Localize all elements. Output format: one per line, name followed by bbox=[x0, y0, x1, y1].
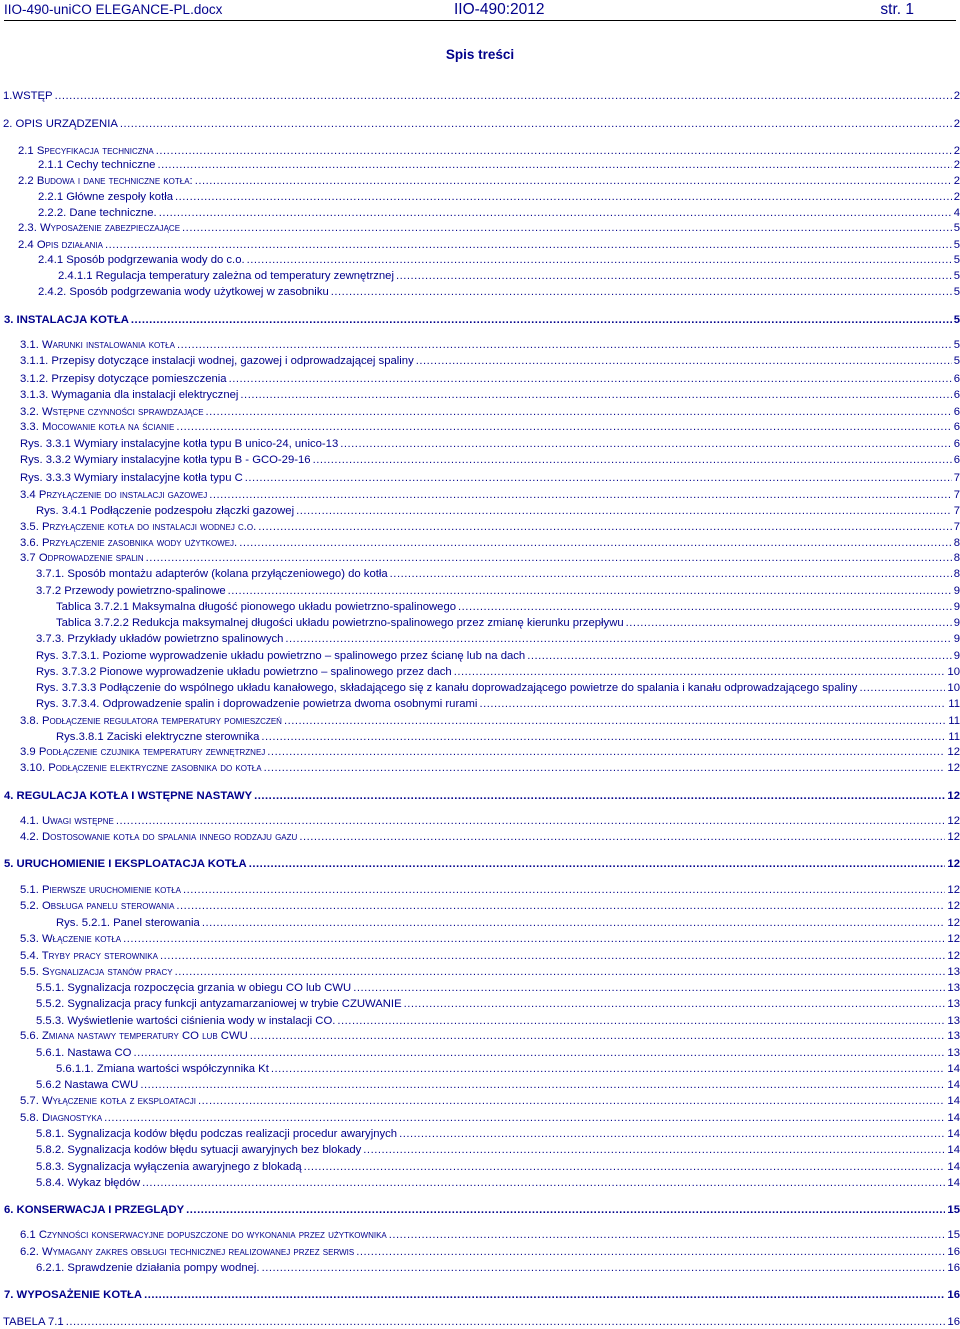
toc-entry-2-2-1-g-wne-zespo-y-kot-a[interactable] bbox=[38, 190, 960, 204]
toc-entry-label: 5.6.1.1. Zmiana wartości współczynnika Kt bbox=[56, 1063, 269, 1075]
toc-entry-page-number: 14 bbox=[947, 1128, 960, 1140]
toc-dot-leader bbox=[209, 488, 951, 502]
toc-entry-2-2-2-dane-techniczne[interactable] bbox=[38, 206, 960, 220]
toc-entry-5-8-4-wykaz-b-d-w[interactable] bbox=[36, 1176, 960, 1190]
toc-entry-page-number: 5 bbox=[953, 270, 960, 282]
toc-entry-page-number: 12 bbox=[947, 831, 960, 843]
toc-entry-label: 1.WSTĘP bbox=[3, 90, 53, 102]
toc-entry-label: Rys. 3.7.3.2 Pionowe wyprowadzenie układu powietrzno – spalinowego przez dach bbox=[36, 666, 452, 678]
toc-dot-leader bbox=[249, 857, 946, 871]
toc-entry-2-1-1-cechy-techniczne[interactable] bbox=[38, 158, 960, 172]
toc-entry-label: 2.4 Opis działania bbox=[18, 239, 104, 251]
toc-entry-label: 2.4.1 Sposób podgrzewania wody do c.o. bbox=[38, 254, 245, 266]
toc-entry-page-number: 8 bbox=[953, 568, 960, 580]
toc-entry-label: 3.1.2. Przepisy dotyczące pomieszczenia bbox=[20, 373, 227, 385]
toc-entry-page-number: 2 bbox=[953, 145, 960, 157]
toc-entry-page-number: 13 bbox=[947, 1030, 960, 1042]
toc-dot-leader bbox=[156, 144, 952, 158]
toc-dot-leader bbox=[176, 420, 951, 434]
toc-entry-label: 5.8.1. Sygnalizacja kodów błędu podczas realizacji procedur awaryjnych bbox=[36, 1128, 398, 1140]
toc-dot-leader bbox=[240, 388, 951, 402]
toc-entry-2-4-opis-dzia-ania[interactable] bbox=[18, 238, 960, 252]
toc-entry-page-number: 9 bbox=[953, 633, 960, 645]
toc-entry-label: 5.5.2. Sygnalizacja pracy funkcji antyzamarzaniowej w trybie CZUWANIE bbox=[36, 998, 402, 1010]
toc-entry-label: 2.1 Specyfikacja techniczna bbox=[18, 145, 154, 157]
toc-entry-5-8-2-sygnalizacja-kod-w-b-du-sytuacji-a[interactable] bbox=[36, 1143, 960, 1157]
toc-entry-page-number: 4 bbox=[953, 207, 960, 219]
toc-dot-leader bbox=[228, 584, 952, 598]
toc-dot-leader bbox=[123, 932, 945, 946]
toc-dot-leader bbox=[250, 1029, 946, 1043]
toc-entry-5-8-1-sygnalizacja-kod-w-b-du-podczas-re[interactable] bbox=[36, 1127, 960, 1141]
toc-entry-2-4-1-spos-b-podgrzewania-wody-do-c-o[interactable] bbox=[38, 253, 960, 267]
toc-entry-page-number: 6 bbox=[953, 438, 960, 450]
toc-entry-page-number: 13 bbox=[947, 982, 960, 994]
toc-entry-label: 5.3. Włączenie kotła bbox=[20, 933, 122, 945]
toc-entry-label: 3.10. Podłączenie elektryczne zasobnika do kotła bbox=[20, 762, 262, 774]
toc-entry-4-1-uwagi-wst-pne[interactable] bbox=[20, 814, 960, 828]
toc-entry-page-number: 12 bbox=[947, 858, 960, 870]
toc-entry-label: 2. OPIS URZĄDZENIA bbox=[3, 118, 118, 130]
toc-entry-4-regulacja-kot-a-i-wst-pne-nastawy[interactable] bbox=[4, 789, 960, 803]
toc-entry-label: 3.6. Przyłączenie zasobnika wody użytkowej. bbox=[20, 537, 238, 549]
toc-dot-leader bbox=[247, 253, 952, 267]
toc-title: Spis treści bbox=[445, 47, 515, 62]
toc-entry-page-number: 12 bbox=[947, 917, 960, 929]
toc-entry-page-number: 14 bbox=[947, 1161, 960, 1173]
toc-entry-3-7-3-przyk-ady-uk-ad-w-powietrzno-spali[interactable] bbox=[36, 632, 960, 646]
toc-entry-page-number: 16 bbox=[947, 1316, 960, 1328]
toc-entry-label: Rys. 3.3.3 Wymiary instalacyjne kotła typu C bbox=[20, 472, 243, 484]
toc-entry-3-2-wst-pne-czynno-ci-sprawdzaj-ce[interactable] bbox=[20, 405, 960, 419]
toc-dot-leader bbox=[116, 814, 946, 828]
toc-entry-3-instalacja-kot-a[interactable] bbox=[4, 313, 960, 327]
toc-entry-rys-3-3-2-wymiary-instalacyjne-kot-a-typ[interactable] bbox=[20, 453, 960, 467]
toc-entry-rys-3-7-3-1-poziome-wyprowadzenie-uk-adu[interactable] bbox=[36, 649, 960, 663]
toc-entry-page-number: 7 bbox=[953, 489, 960, 501]
toc-entry-label: 3.7 Odprowadzenie spalin bbox=[20, 552, 144, 564]
toc-entry-page-number: 2 bbox=[953, 90, 960, 102]
toc-entry-label: 7. WYPOSAŻENIE KOTŁA bbox=[4, 1289, 143, 1301]
toc-dot-leader bbox=[175, 965, 946, 979]
toc-dot-leader bbox=[229, 372, 952, 386]
toc-entry-label: 5.8.4. Wykaz błędów bbox=[36, 1177, 141, 1189]
toc-entry-label: 5.5. Sygnalizacja stanów pracy bbox=[20, 966, 173, 978]
toc-entry-label: TABELA 7.1 bbox=[3, 1316, 64, 1328]
toc-entry-3-6-przy-czenie-zasobnika-wody-u-ytkowej[interactable] bbox=[20, 536, 960, 550]
toc-entry-2-4-2-spos-b-podgrzewania-wody-u-ytkowej[interactable] bbox=[38, 285, 960, 299]
toc-entry-label: 5.6.1. Nastawa CO bbox=[36, 1047, 132, 1059]
toc-dot-leader bbox=[157, 158, 951, 172]
toc-entry-label: Tablica 3.7.2.1 Maksymalna długość pionowego układu powietrzno-spalinowego bbox=[56, 601, 457, 613]
header-page-label: str. 1 bbox=[880, 1, 914, 18]
toc-dot-leader bbox=[140, 1078, 945, 1092]
toc-entry-page-number: 12 bbox=[947, 900, 960, 912]
toc-entry-page-number: 14 bbox=[947, 1079, 960, 1091]
toc-entry-label: Rys. 5.2.1. Panel sterowania bbox=[56, 917, 200, 929]
toc-dot-leader bbox=[55, 89, 952, 103]
toc-entry-label: 4.1. Uwagi wstępne bbox=[20, 815, 114, 827]
toc-dot-leader bbox=[182, 221, 952, 235]
toc-entry-label: 6.2. Wymagany zakres obsługi technicznej realizowanej przez serwis bbox=[20, 1246, 355, 1258]
toc-entry-rys-5-2-1-panel-sterowania[interactable] bbox=[56, 916, 960, 930]
toc-entry-label: 3.3. Mocowanie kotła na ścianie bbox=[20, 421, 175, 433]
toc-entry-page-number: 5 bbox=[953, 239, 960, 251]
toc-entry-6-konserwacja-i-przegl-dy[interactable] bbox=[4, 1203, 960, 1217]
toc-entry-3-1-2-przepisy-dotycz-ce-pomieszczenia[interactable] bbox=[20, 372, 960, 386]
toc-entry-page-number: 14 bbox=[947, 1144, 960, 1156]
toc-entry-3-5-przy-czenie-kot-a-do-instalacji-wodn[interactable] bbox=[20, 520, 960, 534]
toc-entry-5-6-1-nastawa-co[interactable] bbox=[36, 1046, 960, 1060]
toc-entry-6-2-1-sprawdzenie-dzia-ania-pompy-wodnej[interactable] bbox=[36, 1261, 960, 1275]
toc-dot-leader bbox=[206, 405, 952, 419]
toc-entry-5-5-1-sygnalizacja-rozpocz-cia-grzania-w[interactable] bbox=[36, 981, 960, 995]
toc-entry-label: 3.9 Podłączenie czujnika temperatury zewnętrznej bbox=[20, 746, 266, 758]
toc-entry-page-number: 16 bbox=[947, 1246, 960, 1258]
toc-entry-rys-3-7-3-4-odprowadzenie-spalin-i-dopro[interactable] bbox=[36, 697, 960, 711]
toc-entry-5-5-2-sygnalizacja-pracy-funkcji-antyzam[interactable] bbox=[36, 997, 960, 1011]
toc-entry-rys-3-3-3-wymiary-instalacyjne-kot-a-typ[interactable] bbox=[20, 471, 960, 485]
toc-entry-page-number: 9 bbox=[953, 617, 960, 629]
toc-entry-page-number: 7 bbox=[953, 472, 960, 484]
toc-entry-5-6-2-nastawa-cwu[interactable] bbox=[36, 1078, 960, 1092]
toc-entry-rys-3-3-1-wymiary-instalacyjne-kot-a-typ[interactable] bbox=[20, 437, 960, 451]
toc-entry-page-number: 6 bbox=[953, 389, 960, 401]
toc-entry-rys-3-7-3-2-pionowe-wyprowadzenie-uk-adu[interactable] bbox=[36, 665, 960, 679]
toc-dot-leader bbox=[389, 1228, 946, 1242]
toc-dot-leader bbox=[527, 649, 952, 663]
toc-dot-leader bbox=[183, 883, 945, 897]
toc-entry-page-number: 11 bbox=[948, 698, 960, 710]
toc-entry-label: 5.8.2. Sygnalizacja kodów błędu sytuacji awaryjnych bez blokady bbox=[36, 1144, 362, 1156]
toc-dot-leader bbox=[267, 745, 945, 759]
toc-dot-leader bbox=[146, 551, 952, 565]
toc-entry-3-1-1-przepisy-dotycz-ce-instalacji-wodn[interactable] bbox=[20, 354, 960, 368]
toc-dot-leader bbox=[133, 1046, 945, 1060]
toc-dot-leader bbox=[390, 567, 952, 581]
toc-entry-tablica-3-7-2-1-maksymalna-d-ugo-pionowe[interactable] bbox=[56, 600, 960, 614]
toc-entry-label: 3.7.1. Sposób montażu adapterów (kolana przyłączeniowego) do kotła bbox=[36, 568, 388, 580]
toc-entry-page-number: 13 bbox=[947, 1047, 960, 1059]
toc-dot-leader bbox=[261, 730, 946, 744]
toc-entry-label: 5. URUCHOMIENIE I EKSPLOATACJA KOTŁA bbox=[4, 858, 247, 870]
toc-entry-label: 3. INSTALACJA KOTŁA bbox=[4, 314, 129, 326]
toc-entry-3-9-pod-czenie-czujnika-temperatury-zewn[interactable] bbox=[20, 745, 960, 759]
toc-entry-2-3-wyposa-enie-zabezpieczaj-ce[interactable] bbox=[18, 221, 960, 235]
toc-entry-page-number: 12 bbox=[947, 884, 960, 896]
toc-dot-leader bbox=[331, 285, 952, 299]
toc-entry-page-number: 2 bbox=[953, 118, 960, 130]
toc-dot-leader bbox=[160, 949, 945, 963]
toc-dot-leader bbox=[416, 354, 952, 368]
toc-dot-leader bbox=[404, 997, 946, 1011]
toc-entry-page-number: 13 bbox=[947, 1015, 960, 1027]
toc-dot-leader bbox=[195, 174, 952, 188]
toc-entry-label: Rys. 3.7.3.4. Odprowadzenie spalin i doprowadzenie powietrza dwoma osobnymi rurami bbox=[36, 698, 478, 710]
toc-dot-leader bbox=[626, 616, 952, 630]
toc-dot-leader bbox=[337, 1014, 945, 1028]
toc-entry-label: 5.7. Wyłączenie kotła z eksploatacji bbox=[20, 1095, 197, 1107]
toc-entry-label: 2.4.2. Sposób podgrzewania wody użytkowej w zasobniku bbox=[38, 286, 329, 298]
toc-entry-page-number: 11 bbox=[948, 715, 960, 727]
toc-entry-label: 5.5.3. Wyświetlenie wartości ciśnienia wody w instalacji CO. bbox=[36, 1015, 336, 1027]
toc-entry-label: 5.6. Zmiana nastawy temperatury CO lub CWU bbox=[20, 1030, 248, 1042]
toc-entry-3-7-2-przewody-powietrzno-spalinowe[interactable] bbox=[36, 584, 960, 598]
toc-dot-leader bbox=[284, 714, 946, 728]
toc-dot-leader bbox=[454, 665, 946, 679]
toc-dot-leader bbox=[356, 1245, 945, 1259]
toc-entry-label: 6.2.1. Sprawdzenie działania pompy wodnej. bbox=[36, 1262, 260, 1274]
toc-entry-5-4-tryby-pracy-sterownika[interactable] bbox=[20, 949, 960, 963]
toc-entry-label: 2.4.1.1 Regulacja temperatury zależna od temperatury zewnętrznej bbox=[58, 270, 394, 282]
toc-entry-page-number: 14 bbox=[947, 1063, 960, 1075]
toc-entry-page-number: 14 bbox=[947, 1177, 960, 1189]
toc-dot-leader bbox=[340, 437, 951, 451]
toc-entry-tabela-7-1[interactable] bbox=[3, 1315, 960, 1329]
toc-entry-page-number: 7 bbox=[953, 521, 960, 533]
toc-entry-5-8-diagnostyka[interactable] bbox=[20, 1111, 960, 1125]
toc-entry-page-number: 14 bbox=[947, 1095, 960, 1107]
toc-entry-page-number: 16 bbox=[947, 1262, 960, 1274]
header-filename: IIO-490-uniCO ELEGANCE-PL.docx bbox=[4, 2, 223, 17]
toc-entry-label: 2.1.1 Cechy techniczne bbox=[38, 159, 156, 171]
toc-entry-page-number: 10 bbox=[947, 666, 960, 678]
toc-entry-5-3-w-czenie-kot-a[interactable] bbox=[20, 932, 960, 946]
toc-entry-2-opis-urz-dzenia[interactable] bbox=[3, 117, 960, 131]
toc-entry-label: 3.1.1. Przepisy dotyczące instalacji wodnej, gazowej i odprowadzającej spaliny bbox=[20, 355, 414, 367]
toc-entry-page-number: 6 bbox=[953, 406, 960, 418]
toc-entry-rys-3-4-1-pod-czenie-podzespo-u-z-czki-g[interactable] bbox=[36, 504, 960, 518]
toc-entry-label: 5.2. Obsługa panelu sterowania bbox=[20, 900, 175, 912]
toc-entry-page-number: 2 bbox=[953, 159, 960, 171]
toc-dot-leader bbox=[66, 1315, 946, 1329]
toc-entry-label: 3.8. Podłączenie regulatora temperatury pomieszczeń bbox=[20, 715, 282, 727]
toc-entry-3-4-przy-czenie-do-instalacji-gazowej[interactable] bbox=[20, 488, 960, 502]
header-doc-code: IIO-490:2012 bbox=[454, 1, 545, 18]
toc-dot-leader bbox=[105, 238, 952, 252]
toc-entry-label: 3.1. Warunki instalowania kotła bbox=[20, 339, 175, 351]
toc-entry-1-wst-p[interactable] bbox=[3, 89, 960, 103]
toc-entry-label: 5.5.1. Sygnalizacja rozpoczęcia grzania w obiegu CO lub CWU bbox=[36, 982, 352, 994]
toc-dot-leader bbox=[262, 1261, 946, 1275]
toc-dot-leader bbox=[285, 632, 951, 646]
toc-entry-label: 5.8.3. Sygnalizacja wyłączenia awaryjnego z blokadą bbox=[36, 1161, 302, 1173]
toc-dot-leader bbox=[202, 916, 946, 930]
toc-dot-leader bbox=[396, 269, 952, 283]
toc-dot-leader bbox=[258, 520, 951, 534]
toc-entry-7-wyposa-enie-kot-a[interactable] bbox=[4, 1288, 960, 1302]
toc-entry-page-number: 5 bbox=[953, 286, 960, 298]
toc-entry-label: 4. REGULACJA KOTŁA I WSTĘPNE NASTAWY bbox=[4, 790, 253, 802]
toc-entry-5-6-1-1-zmiana-warto-ci-wsp-czynnika-kt[interactable] bbox=[56, 1062, 960, 1076]
toc-entry-2-4-1-1-regulacja-temperatury-zale-na-od[interactable] bbox=[58, 269, 960, 283]
toc-dot-leader bbox=[399, 1127, 945, 1141]
toc-entry-page-number: 5 bbox=[953, 314, 960, 326]
toc-entry-page-number: 7 bbox=[953, 505, 960, 517]
toc-entry-label: Tablica 3.7.2.2 Redukcja maksymalnej długości układu powietrzno-spalinowego przez zmianę kierunku przepływu bbox=[56, 617, 624, 629]
toc-dot-leader bbox=[142, 1176, 945, 1190]
toc-entry-label: 3.7.2 Przewody powietrzno-spalinowe bbox=[36, 585, 226, 597]
toc-dot-leader bbox=[177, 338, 952, 352]
toc-entry-page-number: 12 bbox=[947, 950, 960, 962]
toc-entry-page-number: 13 bbox=[947, 966, 960, 978]
toc-dot-leader bbox=[304, 1160, 946, 1174]
toc-entry-label: 2.2 Budowa i dane techniczne kotła: bbox=[18, 175, 193, 187]
toc-entry-page-number: 6 bbox=[953, 454, 960, 466]
toc-entry-page-number: 10 bbox=[947, 682, 960, 694]
toc-entry-page-number: 12 bbox=[947, 746, 960, 758]
toc-dot-leader bbox=[271, 1062, 946, 1076]
toc-entry-3-1-3-wymagania-dla-instalacji-elektrycz[interactable] bbox=[20, 388, 960, 402]
toc-dot-leader bbox=[176, 899, 945, 913]
toc-entry-page-number: 9 bbox=[953, 601, 960, 613]
toc-entry-page-number: 5 bbox=[953, 339, 960, 351]
toc-entry-rys-3-8-1-zaciski-elektryczne-sterownika[interactable] bbox=[56, 730, 960, 744]
toc-entry-label: 4.2. Dostosowanie kotła do spalania innego rodzaju gazu bbox=[20, 831, 298, 843]
toc-dot-leader bbox=[120, 117, 952, 131]
toc-entry-label: Rys. 3.7.3.3 Podłączenie do wspólnego układu kanałowego, składającego się z kanału doprowadzającego powietrze do spalania i kanału odprowadzającego spaliny bbox=[36, 682, 858, 694]
toc-entry-rys-3-7-3-3-pod-czenie-do-wsp-lnego-uk-a[interactable] bbox=[36, 681, 960, 695]
toc-entry-5-6-zmiana-nastawy-temperatury-co-lub-cw[interactable] bbox=[20, 1029, 960, 1043]
toc-dot-leader bbox=[353, 981, 945, 995]
toc-entry-page-number: 12 bbox=[947, 815, 960, 827]
toc-entry-6-2-wymagany-zakres-obs-ugi-technicznej-[interactable] bbox=[20, 1245, 960, 1259]
toc-entry-label: 3.4 Przyłączenie do instalacji gazowej bbox=[20, 489, 208, 501]
toc-entry-page-number: 8 bbox=[953, 537, 960, 549]
toc-dot-leader bbox=[363, 1143, 945, 1157]
toc-dot-leader bbox=[186, 1203, 945, 1217]
toc-entry-4-2-dostosowanie-kot-a-do-spalania-inneg[interactable] bbox=[20, 830, 960, 844]
toc-entry-page-number: 13 bbox=[947, 998, 960, 1010]
toc-entry-3-7-1-spos-b-monta-u-adapter-w-kolana-pr[interactable] bbox=[36, 567, 960, 581]
toc-entry-label: 3.1.3. Wymagania dla instalacji elektrycznej bbox=[20, 389, 239, 401]
toc-entry-label: 5.6.2 Nastawa CWU bbox=[36, 1079, 139, 1091]
toc-entry-5-5-sygnalizacja-stan-w-pracy[interactable] bbox=[20, 965, 960, 979]
toc-entry-5-7-wy-czenie-kot-a-z-eksploatacji[interactable] bbox=[20, 1094, 960, 1108]
toc-entry-label: Rys. 3.3.1 Wymiary instalacyjne kotła typu B unico-24, unico-13 bbox=[20, 438, 339, 450]
toc-dot-leader bbox=[859, 681, 945, 695]
toc-entry-label: Rys.3.8.1 Zaciski elektryczne sterownika bbox=[56, 731, 260, 743]
toc-entry-page-number: 2 bbox=[953, 175, 960, 187]
toc-entry-3-8-pod-czenie-regulatora-temperatury-po[interactable] bbox=[20, 714, 960, 728]
toc-entry-page-number: 14 bbox=[947, 1112, 960, 1124]
toc-dot-leader bbox=[296, 504, 952, 518]
toc-dot-leader bbox=[198, 1094, 945, 1108]
toc-entry-label: Rys. 3.4.1 Podłączenie podzespołu złączki gazowej bbox=[36, 505, 295, 517]
toc-entry-page-number: 5 bbox=[953, 222, 960, 234]
toc-entry-5-uruchomienie-i-eksploatacja-kot-a[interactable] bbox=[4, 857, 960, 871]
toc-entry-5-8-3-sygnalizacja-wy-czenia-awaryjnego-[interactable] bbox=[36, 1160, 960, 1174]
toc-dot-leader bbox=[144, 1288, 945, 1302]
toc-entry-page-number: 12 bbox=[947, 762, 960, 774]
toc-entry-3-3-mocowanie-kot-a-na-cianie[interactable] bbox=[20, 420, 960, 434]
toc-entry-label: 2.2.2. Dane techniczne. bbox=[38, 207, 157, 219]
toc-entry-page-number: 5 bbox=[953, 254, 960, 266]
toc-entry-3-7-odprowadzenie-spalin[interactable] bbox=[20, 551, 960, 565]
toc-dot-leader bbox=[299, 830, 945, 844]
toc-entry-page-number: 12 bbox=[947, 790, 960, 802]
toc-entry-page-number: 9 bbox=[953, 585, 960, 597]
toc-entry-3-10-pod-czenie-elektryczne-zasobnika-do[interactable] bbox=[20, 761, 960, 775]
toc-entry-label: 2.3. Wyposażenie zabezpieczające bbox=[18, 222, 181, 234]
toc-dot-leader bbox=[159, 206, 952, 220]
toc-dot-leader bbox=[245, 471, 952, 485]
toc-dot-leader bbox=[479, 697, 946, 711]
toc-dot-leader bbox=[104, 1111, 945, 1125]
toc-entry-2-2-budowa-i-dane-techniczne-kot-a[interactable] bbox=[18, 174, 960, 188]
toc-dot-leader bbox=[175, 190, 952, 204]
toc-dot-leader bbox=[264, 761, 946, 775]
toc-entry-2-1-specyfikacja-techniczna[interactable] bbox=[18, 144, 960, 158]
toc-entry-page-number: 6 bbox=[953, 421, 960, 433]
toc-entry-label: 5.4. Tryby pracy sterownika bbox=[20, 950, 158, 962]
toc-entry-label: Rys. 3.7.3.1. Poziome wyprowadzenie układu powietrzno – spalinowego przez ścianę lub na dach bbox=[36, 650, 526, 662]
toc-entry-page-number: 15 bbox=[947, 1229, 960, 1241]
toc-entry-page-number: 2 bbox=[953, 191, 960, 203]
toc-entry-3-1-warunki-instalowania-kot-a[interactable] bbox=[20, 338, 960, 352]
toc-dot-leader bbox=[458, 600, 952, 614]
toc-entry-page-number: 15 bbox=[947, 1204, 960, 1216]
toc-entry-page-number: 8 bbox=[953, 552, 960, 564]
toc-entry-page-number: 6 bbox=[953, 373, 960, 385]
toc-entry-label: 5.8. Diagnostyka bbox=[20, 1112, 103, 1124]
toc-entry-label: 2.2.1 Główne zespoły kotła bbox=[38, 191, 174, 203]
toc-entry-page-number: 12 bbox=[947, 933, 960, 945]
toc-entry-5-5-3-wy-wietlenie-warto-ci-ci-nienia-wo[interactable] bbox=[36, 1014, 960, 1028]
toc-entry-label: 3.2. Wstępne czynności sprawdzające bbox=[20, 406, 204, 418]
toc-entry-label: 3.5. Przyłączenie kotła do instalacji wodnej c.o. bbox=[20, 521, 257, 533]
toc-entry-5-1-pierwsze-uruchomienie-kot-a[interactable] bbox=[20, 883, 960, 897]
toc-entry-page-number: 16 bbox=[947, 1289, 960, 1301]
toc-entry-label: 3.7.3. Przykłady układów powietrzno spalinowych bbox=[36, 633, 284, 645]
toc-entry-tablica-3-7-2-2-redukcja-maksymalnej-d-u[interactable] bbox=[56, 616, 960, 630]
toc-dot-leader bbox=[239, 536, 952, 550]
toc-entry-page-number: 5 bbox=[953, 355, 960, 367]
toc-entry-label: Rys. 3.3.2 Wymiary instalacyjne kotła typu B - GCO-29-16 bbox=[20, 454, 311, 466]
toc-entry-label: 6. KONSERWACJA I PRZEGLĄDY bbox=[4, 1204, 185, 1216]
toc-dot-leader bbox=[313, 453, 952, 467]
toc-dot-leader bbox=[131, 313, 952, 327]
toc-entry-5-2-obs-uga-panelu-sterowania[interactable] bbox=[20, 899, 960, 913]
page-header bbox=[4, 2, 956, 21]
toc-entry-page-number: 11 bbox=[948, 731, 960, 743]
toc-entry-label: 6.1 Czynności konserwacyjne dopuszczone do wykonania przez użytkownika bbox=[20, 1229, 387, 1241]
toc-dot-leader bbox=[254, 789, 945, 803]
toc-entry-label: 5.1. Pierwsze uruchomienie kotła bbox=[20, 884, 181, 896]
toc-entry-page-number: 9 bbox=[953, 650, 960, 662]
toc-entry-6-1-czynno-ci-konserwacyjne-dopuszczone-[interactable] bbox=[20, 1228, 960, 1242]
